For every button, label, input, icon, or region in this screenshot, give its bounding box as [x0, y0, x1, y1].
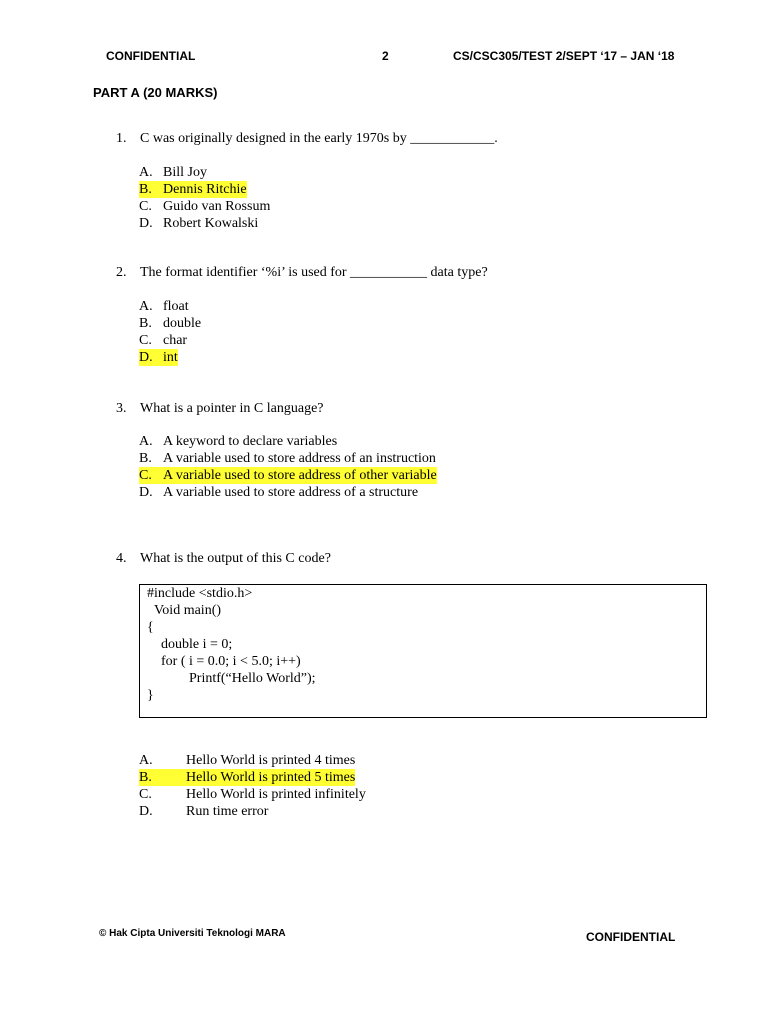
code-line: double i = 0; — [161, 637, 233, 652]
option-text: Run time error — [186, 804, 269, 819]
header-course-code: CS/CSC305/TEST 2/SEPT ‘17 – JAN ‘18 — [453, 49, 675, 63]
option-letter: D. — [139, 216, 153, 231]
code-line: } — [147, 688, 154, 703]
option-a — [139, 298, 189, 315]
option-letter: B. — [139, 182, 152, 197]
code-box — [139, 584, 707, 718]
question-number: 2. — [116, 265, 127, 280]
option-text: Robert Kowalski — [163, 216, 259, 231]
option-text: A keyword to declare variables — [163, 434, 338, 449]
option-text: Hello World is printed 4 times — [186, 753, 356, 768]
option-a — [139, 433, 337, 450]
code-line: Printf(“Hello World”); — [189, 671, 316, 686]
option-d — [139, 484, 418, 501]
option-letter: A. — [139, 165, 153, 180]
option-letter: C. — [139, 199, 152, 214]
option-text: Hello World is printed 5 times — [186, 770, 356, 785]
question-text: The format identifier ‘%i’ is used for ___________ data type? — [140, 265, 488, 280]
option-d-highlighted — [139, 349, 178, 366]
option-text: Dennis Ritchie — [163, 182, 247, 197]
option-letter: A. — [139, 753, 153, 768]
code-line: { — [147, 620, 154, 635]
question-number: 1. — [116, 131, 127, 146]
option-letter: A. — [139, 434, 153, 449]
option-d — [139, 215, 258, 232]
option-text: Hello World is printed infinitely — [186, 787, 366, 802]
option-letter: A. — [139, 299, 153, 314]
option-letter: C. — [139, 333, 152, 348]
option-text: float — [163, 299, 189, 314]
part-title: PART A (20 MARKS) — [93, 85, 218, 100]
option-b — [139, 450, 436, 467]
option-text: Bill Joy — [163, 165, 207, 180]
option-text: double — [163, 316, 202, 331]
option-d — [139, 803, 268, 820]
option-c — [139, 786, 366, 803]
option-a — [139, 164, 207, 181]
question-text: C was originally designed in the early 1970s by ____________. — [140, 131, 498, 146]
code-line: for ( i = 0.0; i < 5.0; i++) — [161, 654, 301, 669]
footer-copyright: © Hak Cipta Universiti Teknologi MARA — [99, 928, 286, 939]
option-c-highlighted — [139, 467, 437, 484]
option-text: char — [163, 333, 188, 348]
code-line: #include <stdio.h> — [147, 586, 253, 601]
question-text: What is the output of this C code? — [140, 551, 331, 566]
option-letter: B. — [139, 451, 152, 466]
header-confidential: CONFIDENTIAL — [106, 49, 196, 63]
option-b — [139, 315, 201, 332]
option-text: A variable used to store address of other variable — [163, 468, 437, 483]
option-c — [139, 332, 187, 349]
page-number: 2 — [382, 49, 389, 63]
option-a — [139, 752, 355, 769]
option-letter: B. — [139, 316, 152, 331]
option-letter: C. — [139, 468, 152, 483]
option-text: int — [163, 350, 178, 365]
question-text: What is a pointer in C language? — [140, 401, 324, 416]
option-b-highlighted — [139, 769, 355, 786]
question-number: 3. — [116, 401, 127, 416]
code-line: Void main() — [154, 603, 222, 618]
footer-confidential: CONFIDENTIAL — [586, 930, 676, 944]
option-letter: D. — [139, 350, 153, 365]
option-c — [139, 198, 270, 215]
option-letter: D. — [139, 485, 153, 500]
option-letter: B. — [139, 770, 152, 785]
option-b-highlighted — [139, 181, 247, 198]
option-text: A variable used to store address of a structure — [163, 485, 419, 500]
question-number: 4. — [116, 551, 127, 566]
option-text: A variable used to store address of an instruction — [163, 451, 436, 466]
option-letter: C. — [139, 787, 152, 802]
option-text: Guido van Rossum — [163, 199, 271, 214]
option-letter: D. — [139, 804, 153, 819]
